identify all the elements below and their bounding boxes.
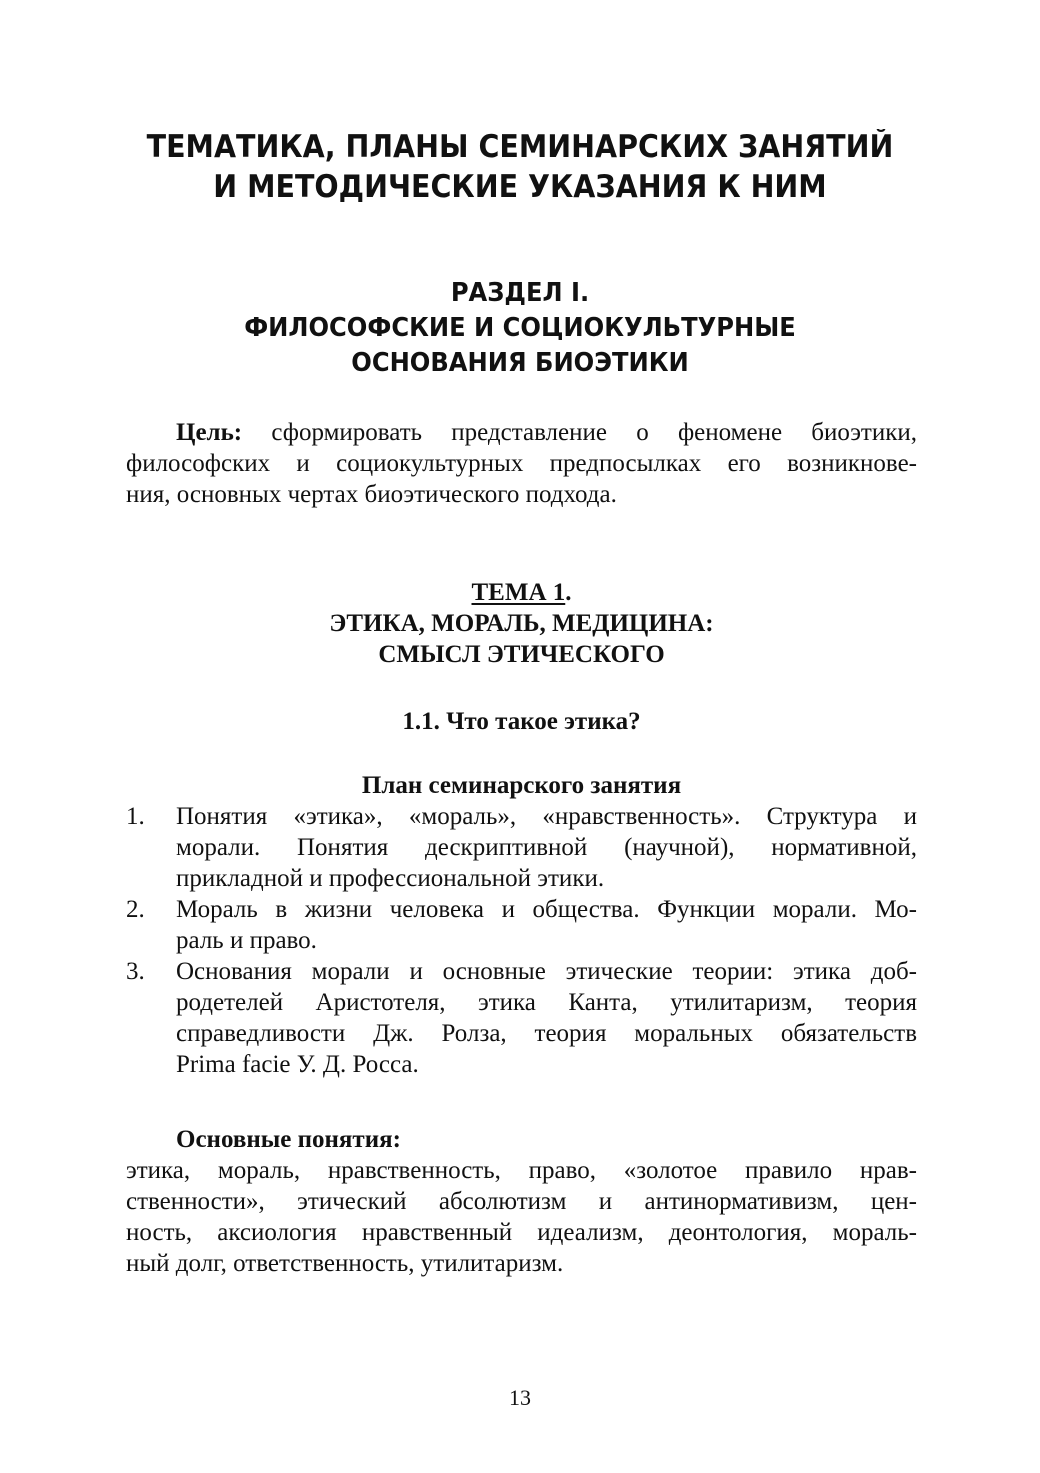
- list-item-number: 3.: [126, 958, 145, 985]
- page-number: 13: [509, 1385, 531, 1410]
- list-item: [126, 801, 917, 894]
- goal-text-1: сформировать представление о феномене биоэтики,: [271, 419, 917, 446]
- section-title-line-2: ФИЛОСОФСКИЕ И СОЦИОКУЛЬТУРНЫЕ: [244, 313, 796, 343]
- list-item-line: морали. Понятия дескриптивной (научной), нормативной,: [176, 834, 917, 861]
- list-item-line: Prima facie У. Д. Росса.: [176, 1051, 419, 1078]
- subtopic-heading: 1.1. Что такое этика?: [402, 708, 641, 735]
- goal-line-1: [126, 417, 917, 448]
- basic-concepts-line: ственности», этический абсолютизм и антинормативизм, цен-: [126, 1188, 917, 1215]
- topic-line-1: [126, 577, 917, 608]
- topic-line-3: СМЫСЛ ЭТИЧЕСКОГО: [378, 641, 665, 668]
- list-item-line: Понятия «этика», «мораль», «нравственность». Структура и: [176, 803, 917, 830]
- list-item-number: 1.: [126, 803, 145, 830]
- section-title-line-3: ОСНОВАНИЯ БИОЭТИКИ: [351, 348, 689, 378]
- section-title: [92, 276, 948, 381]
- main-title: [97, 127, 943, 207]
- plan-title: План семинарского занятия: [361, 772, 682, 799]
- topic-heading: [126, 577, 917, 670]
- list-item: [126, 956, 917, 1080]
- goal-paragraph: [126, 417, 917, 510]
- list-item: [126, 894, 917, 956]
- list-item-line: Основания морали и основные этические теории: этика доб-: [176, 958, 917, 985]
- basic-concepts-text: [126, 1155, 917, 1279]
- topic-dot: .: [565, 579, 572, 606]
- list-item-line: прикладной и профессиональной этики.: [176, 865, 605, 892]
- main-title-line-2: И МЕТОДИЧЕСКИЕ УКАЗАНИЯ К НИМ: [213, 169, 827, 205]
- list-item-line: раль и право.: [176, 927, 317, 954]
- list-item-line: Мораль в жизни человека и общества. Функции морали. Мо-: [176, 896, 917, 923]
- basic-concepts-line: ный долг, ответственность, утилитаризм.: [126, 1250, 564, 1277]
- basic-concepts-title: Основные понятия:: [176, 1126, 401, 1153]
- section-title-line-1: РАЗДЕЛ I.: [450, 278, 590, 308]
- basic-concepts-line: этика, мораль, нравственность, право, «золотое правило нрав-: [126, 1157, 917, 1184]
- goal-label: Цель:: [176, 419, 243, 446]
- goal-line-2: философских и социокультурных предпосылках его возникнове-: [126, 450, 917, 477]
- plan-list: [126, 801, 917, 1080]
- basic-concepts-line: ность, аксиология нравственный идеализм, деонтология, мораль-: [126, 1219, 917, 1246]
- list-item-line: справедливости Дж. Ролза, теория моральных обязательств: [176, 1020, 917, 1047]
- list-item-line: родетелей Аристотеля, этика Канта, утилитаризм, теория: [176, 989, 917, 1016]
- topic-label: ТЕМА 1: [471, 579, 566, 606]
- list-item-number: 2.: [126, 896, 145, 923]
- topic-line-2: ЭТИКА, МОРАЛЬ, МЕДИЦИНА:: [329, 610, 714, 637]
- goal-line-3: ния, основных чертах биоэтического подхода.: [126, 481, 617, 508]
- main-title-line-1: ТЕМАТИКА, ПЛАНЫ СЕМИНАРСКИХ ЗАНЯТИЙ: [146, 129, 894, 165]
